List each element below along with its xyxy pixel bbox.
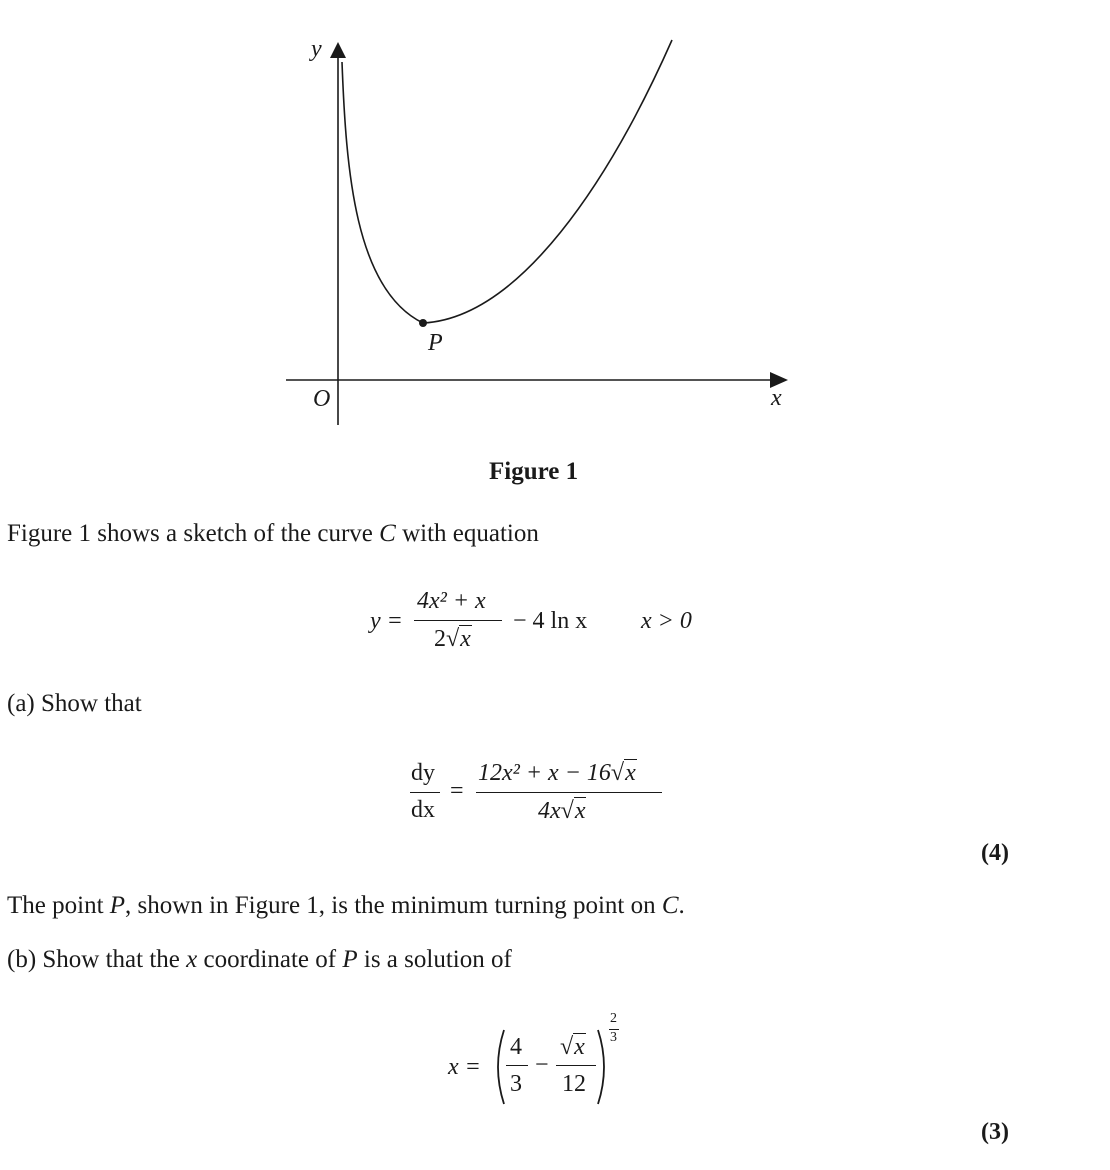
part-b-before: (b) Show that the (7, 946, 187, 973)
part-a-label: (a) Show that (7, 690, 142, 717)
sqrt-icon: √ (560, 1034, 574, 1060)
part-b-frac2-numerator (560, 1034, 586, 1061)
equation-denominator (434, 626, 472, 653)
derivative-fraction-bar (410, 792, 440, 793)
statement-c: C (661, 892, 679, 919)
origin-label: O (313, 386, 331, 412)
derivative-rhs-fraction-bar (476, 792, 662, 793)
equation-numerator: 4x² + x (417, 588, 486, 614)
part-b-exponent-numerator: 2 (610, 1011, 617, 1026)
part-b-frac1-numerator: 4 (510, 1034, 522, 1060)
point-p-label: P (428, 330, 443, 356)
equation-log-term: − 4 ln x (513, 608, 588, 634)
point-p-marker (419, 319, 427, 327)
intro-curve-name: C (379, 520, 396, 547)
part-b-middle: coordinate of (197, 946, 343, 973)
derivative-equals: = (450, 778, 464, 804)
part-b-marks: (3) (981, 1119, 1009, 1145)
intro-sentence (7, 520, 539, 548)
figure-1-sketch (0, 0, 1110, 440)
part-b-frac1-denominator: 3 (510, 1071, 522, 1097)
part-b-frac2-radicand: x (574, 1034, 585, 1060)
rhs-denominator-main: 4x (538, 798, 561, 824)
point-p-statement (7, 892, 685, 920)
derivative-rhs-numerator (478, 760, 637, 787)
equation-lhs: y = (370, 608, 403, 634)
left-paren-icon (490, 1028, 506, 1106)
part-b-lhs: x = (448, 1054, 481, 1080)
curve-c (342, 40, 672, 323)
intro-text-before: Figure 1 shows a sketch of the curve (7, 520, 380, 547)
derivative-numerator: dy (411, 760, 435, 786)
rhs-numerator-main: 12x² + x − 16 (478, 760, 611, 786)
part-b-exponent-denominator: 3 (610, 1030, 617, 1045)
rhs-denominator-radicand: x (574, 798, 586, 824)
statement-end: . (678, 892, 685, 919)
derivative-denominator: dx (411, 797, 435, 823)
part-b-frac1-bar (506, 1065, 528, 1066)
y-axis-label: y (311, 36, 322, 62)
part-b-frac2-denominator: 12 (562, 1071, 586, 1097)
figure-caption: Figure 1 (489, 458, 579, 485)
derivative-rhs-denominator (538, 798, 586, 825)
equation-denominator-coef: 2 (434, 626, 446, 652)
part-b-sentence (7, 946, 512, 974)
part-b-minus: − (535, 1052, 549, 1078)
part-b-x: x (186, 946, 198, 973)
part-b-frac2-bar (556, 1065, 596, 1066)
sqrt-icon: √ (610, 760, 625, 786)
x-axis-label: x (771, 385, 782, 411)
equation-denominator-radicand: x (460, 626, 471, 652)
part-b-p: P (342, 946, 358, 973)
statement-before: The point (7, 892, 110, 919)
rhs-numerator-radicand: x (625, 760, 636, 786)
y-axis-arrow-icon (330, 42, 346, 58)
part-b-after: is a solution of (357, 946, 512, 973)
statement-p: P (109, 892, 126, 919)
intro-text-after: with equation (395, 520, 539, 547)
equation-condition: x > 0 (641, 608, 692, 634)
equation-fraction-bar (414, 620, 502, 621)
part-a-marks: (4) (981, 840, 1009, 866)
sqrt-icon: √ (560, 798, 574, 824)
statement-middle: , shown in Figure 1, is the minimum turning point on (125, 892, 662, 919)
sqrt-icon: √ (446, 626, 460, 652)
